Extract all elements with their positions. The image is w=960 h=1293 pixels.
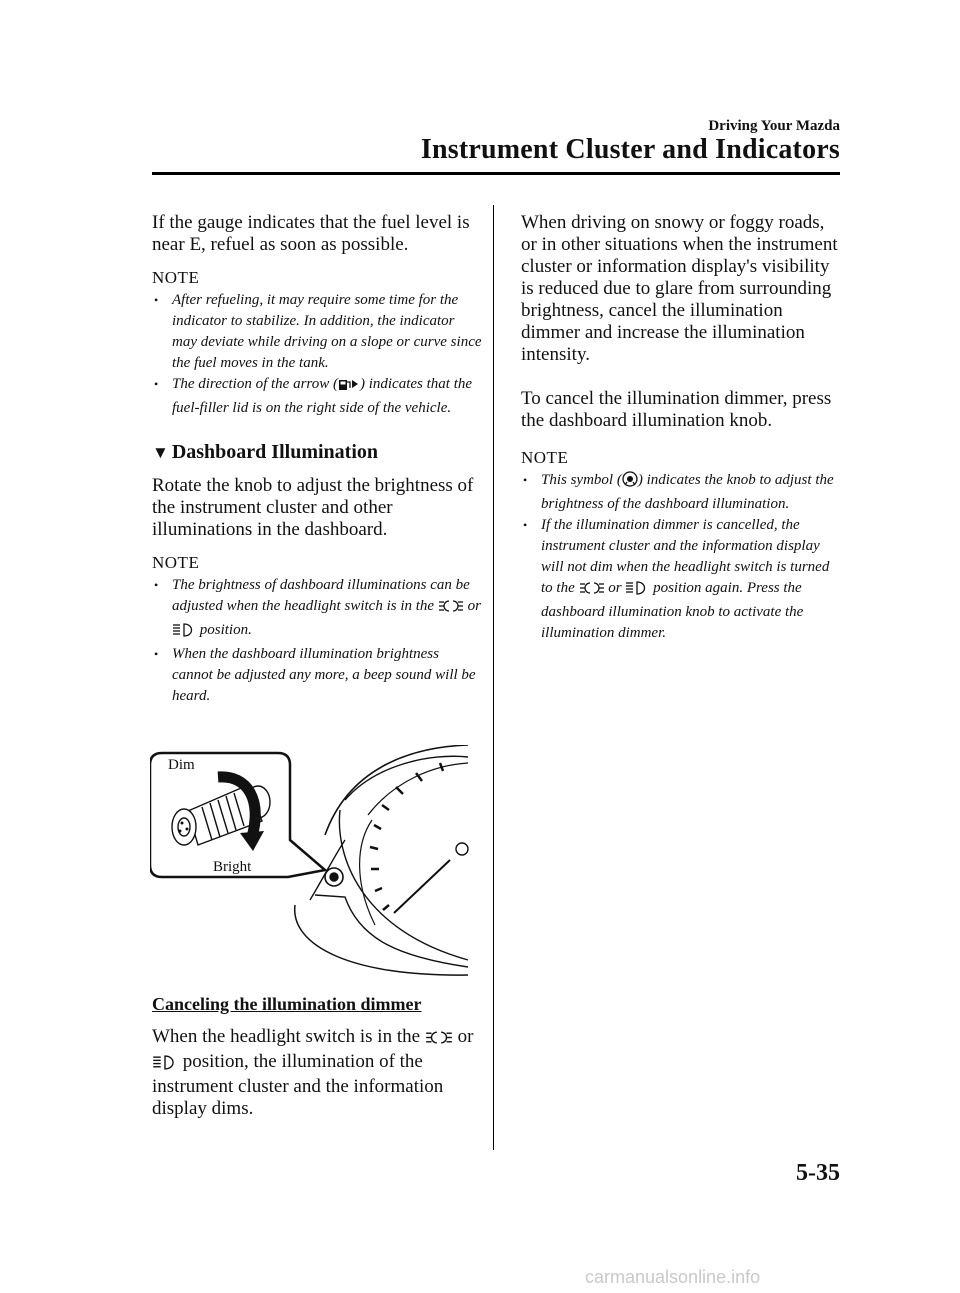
cancel-heading: Canceling the illumination dimmer [152, 994, 422, 1014]
cancel-paragraph: When the headlight switch is in the or position, the illumination of the instrument cluster and the information display dims. [152, 1026, 474, 1119]
headlight-icon [625, 581, 649, 602]
figure-drawing [150, 745, 470, 985]
section-label: Driving Your Mazda [708, 118, 840, 134]
headlight-icon [172, 623, 196, 644]
dashboard-notes [152, 575, 482, 707]
dashboard-paragraph: Rotate the knob to adjust the brightness of the instrument cluster and other illuminations in the dashboard. [152, 475, 474, 540]
figure-label-dim: Dim [168, 757, 195, 773]
header-rule [152, 172, 840, 175]
dash-note-item: • When the dashboard illumination brightness cannot be adjusted any more, a beep sound will be heard. [152, 644, 482, 707]
cancel-instructions-paragraph: To cancel the illumination dimmer, press the dashboard illumination knob. [521, 388, 832, 431]
left-column [152, 212, 482, 707]
dashboard-heading: ▼ Dashboard Illumination [152, 441, 378, 463]
right-column [521, 212, 841, 644]
dash-note-item: • The brightness of dashboard illuminations can be adjusted when the headlight switch is in the or position. [152, 575, 482, 644]
right-note-item: • If the illumination dimmer is cancelled, the instrument cluster and the information display will not dim when the headlight switch is turned to the or position again. Press the dashboard illumination knob to activate the illumination dimmer. [521, 515, 841, 644]
cancel-section [152, 994, 482, 1120]
figure-label-bright: Bright [213, 859, 252, 875]
fuel-paragraph: If the gauge indicates that the fuel level is near E, refuel as soon as possible. [152, 212, 470, 255]
illumination-knob-icon [622, 471, 638, 494]
fuel-note-item: • The direction of the arrow ( ) indicates that the fuel-filler lid is on the right side of the vehicle. [152, 374, 482, 419]
parking-light-icon [438, 599, 464, 620]
fuel-pump-arrow-icon [338, 377, 360, 398]
fuel-note-item: • After refueling, it may require some time for the indicator to stabilize. In addition, the indicator may deviate while driving on a slope or curve since the fuel moves in the tank. [152, 290, 482, 374]
note-label: NOTE [152, 553, 200, 572]
column-divider [493, 205, 494, 1150]
right-note-item: • This symbol ( ) indicates the knob to adjust the brightness of the dashboard illumination. [521, 470, 841, 515]
chapter-title: Instrument Cluster and Indicators [420, 134, 840, 165]
section-triangle-icon: ▼ [152, 443, 169, 462]
dashboard-knob-figure [150, 745, 470, 985]
parking-light-icon [579, 581, 605, 602]
glare-paragraph: When driving on snowy or foggy roads, or in other situations when the instrument cluster or information display's visibility is reduced due to glare from surrounding brightness, cancel the illumination dimmer and increase the illumination intensity. [521, 212, 838, 365]
page-number: 5-35 [796, 1160, 840, 1186]
note-label: NOTE [152, 268, 200, 287]
watermark: carmanualsonline.info [585, 1267, 761, 1287]
parking-light-icon [425, 1029, 453, 1051]
note-label: NOTE [521, 448, 569, 467]
right-notes [521, 470, 841, 644]
fuel-notes [152, 290, 482, 419]
headlight-icon [152, 1054, 178, 1076]
